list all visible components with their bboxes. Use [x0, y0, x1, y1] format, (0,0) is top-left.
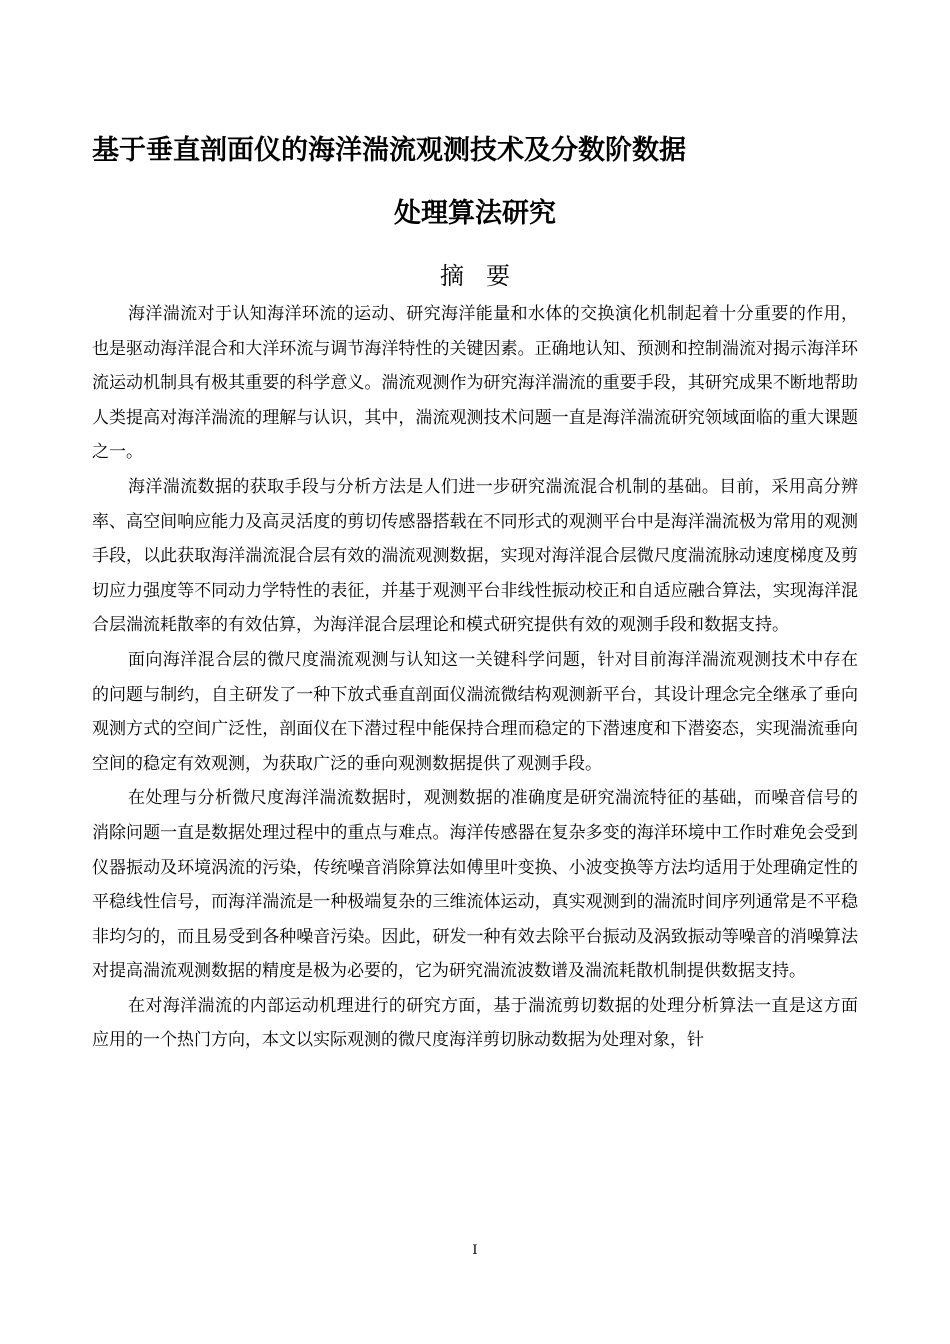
- paragraph-2: 海洋湍流数据的获取手段与分析方法是人们进一步研究湍流混合机制的基础。目前，采用高分辨率、高空间响应能力及高灵活度的剪切传感器搭载在不同形式的观测平台中是海洋湍流极为常用的观测手段，以此获取海洋湍流混合层有效的湍流观测数据，实现对海洋混合层微尺度湍流脉动速度梯度及剪切应力强度等不同动力学特性的表征，并基于观测平台非线性振动校正和自适应融合算法，实现海洋混合层湍流耗散率的有效估算，为海洋混合层理论和模式研究提供有效的观测手段和数据支持。: [92, 476, 858, 636]
- document-title-line-1: 基于垂直剖面仪的海洋湍流观测技术及分数阶数据: [92, 135, 686, 166]
- page-number: I: [472, 1243, 478, 1258]
- paragraph-1: 海洋湍流对于认知海洋环流的运动、研究海洋能量和水体的交换演化机制起着十分重要的作用，也是驱动海洋混合和大洋环流与调节海洋特性的关键因素。正确地认知、预测和控制湍流对揭示海洋环流运动机制具有极其重要的科学意义。湍流观测作为研究海洋湍流的重要手段，其研究成果不断地帮助人类提高对海洋湍流的理解与认识，其中，湍流观测技术问题一直是海洋湍流研究领域面临的重大课题之一。: [92, 304, 858, 463]
- paragraph-5: 在对海洋湍流的内部运动机理进行的研究方面，基于湍流剪切数据的处理分析算法一直是这方面应用的一个热门方向，本文以实际观测的微尺度海洋剪切脉动数据为处理对象，针: [92, 995, 858, 1051]
- paragraph-3: 面向海洋混合层的微尺度湍流观测与认知这一关键科学问题，针对目前海洋湍流观测技术中存在的问题与制约，自主研发了一种下放式垂直剖面仪湍流微结构观测新平台，其设计理念完全继承了垂向观测方式的空间广泛性，剖面仪在下潜过程中能保持合理而稳定的下潜速度和下潜姿态，实现湍流垂向空间的稳定有效观测，为获取广泛的垂向观测数据提供了观测手段。: [92, 649, 858, 774]
- document-title-line-2: 处理算法研究: [394, 198, 556, 229]
- abstract-body: [92, 297, 858, 1058]
- abstract-heading: 摘要: [440, 262, 532, 290]
- paragraph-4: 在处理与分析微尺度海洋湍流数据时，观测数据的准确度是研究湍流特征的基础，而噪音信号的消除问题一直是数据处理过程中的重点与难点。海洋传感器在复杂多变的海洋环境中工作时难免会受到仪器振动及环境涡流的污染，传统噪音消除算法如傅里叶变换、小波变换等方法均适用于处理确定性的平稳线性信号，而海洋湍流是一种极端复杂的三维流体运动，真实观测到的湍流时间序列通常是不平稳非均匀的，而且易受到各种噪音污染。因此，研发一种有效去除平台振动及涡致振动等噪音的消噪算法对提高湍流观测数据的精度是极为必要的，它为研究湍流波数谱及湍流耗散机制提供数据支持。: [92, 788, 858, 982]
